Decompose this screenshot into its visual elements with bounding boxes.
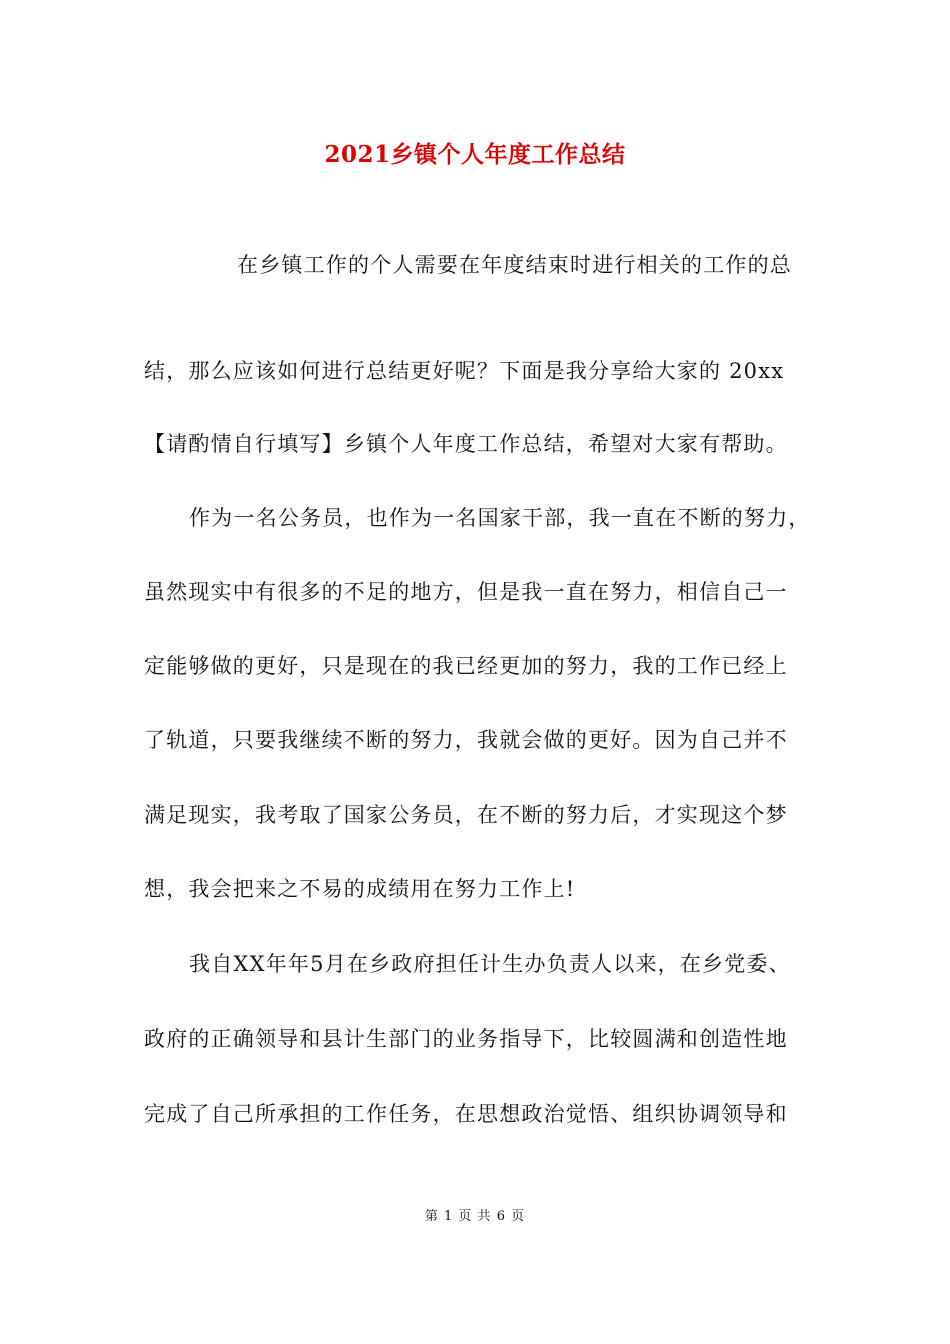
page-number: 第 1 页 共 6 页 xyxy=(424,1209,526,1224)
body-line: 想，我会把来之不易的成绩用在努力工作上! xyxy=(144,877,576,901)
body-line: 了轨道，只要我继续不断的努力，我就会做的更好。因为自己并不 xyxy=(144,728,788,752)
body-line: 【请酌情自行填写】乡镇个人年度工作总结，希望对大家有帮助。 xyxy=(144,432,788,456)
body-line: 定能够做的更好，只是现在的我已经更加的努力，我的工作已经上 xyxy=(144,654,788,678)
body-line: 在乡镇工作的个人需要在年度结束时进行相关的工作的总 xyxy=(237,253,792,277)
document-title: 2021乡镇个人年度工作总结 xyxy=(324,141,626,168)
body-line: 虽然现实中有很多的不足的地方，但是我一直在努力，相信自己一 xyxy=(144,580,788,604)
body-line: 满足现实，我考取了国家公务员，在不断的努力后，才实现这个梦 xyxy=(144,803,788,827)
body-line: 结，那么应该如何进行总结更好呢？下面是我分享给大家的 20xx xyxy=(144,359,785,383)
body-line: 政府的正确领导和县计生部门的业务指导下，比较圆满和创造性地 xyxy=(144,1027,788,1051)
body-line: 作为一名公务员，也作为一名国家干部，我一直在不断的努力， xyxy=(189,506,811,530)
body-line: 完成了自己所承担的工作任务，在思想政治觉悟、组织协调领导和 xyxy=(144,1102,788,1126)
body-line: 我自XX年年5月在乡政府担任计生办负责人以来，在乡党委、 xyxy=(189,952,791,976)
